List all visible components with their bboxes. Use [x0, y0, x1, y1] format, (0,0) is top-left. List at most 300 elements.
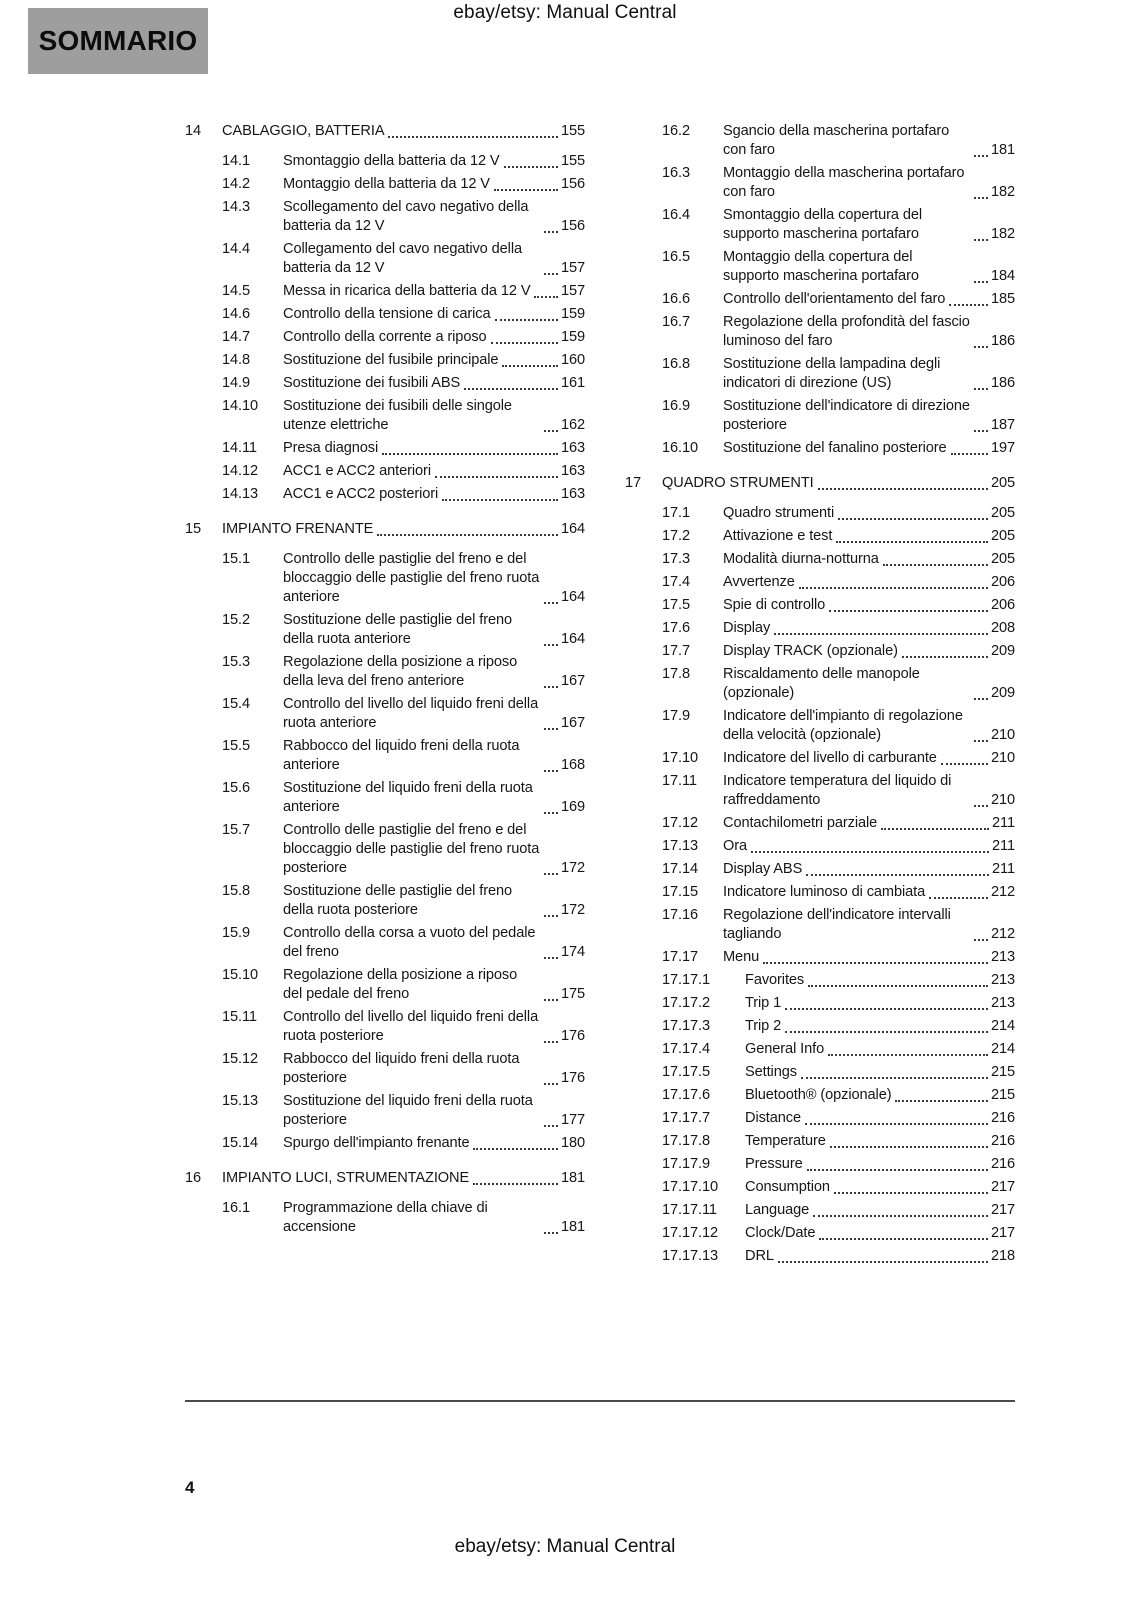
toc-entry-number: 15.6: [222, 780, 251, 796]
toc-entry-title: Controllo della tensione di carica: [283, 306, 491, 322]
toc-entry-page: 211: [992, 861, 1015, 877]
toc-entry-16-2[interactable]: [625, 122, 1015, 160]
toc-entry-body: [745, 994, 1015, 1013]
toc-entry-body: [745, 1247, 1015, 1266]
toc-entry-page: 160: [560, 352, 585, 368]
toc-entry-17-17-9[interactable]: [625, 1155, 1015, 1174]
toc-entry-number: 14: [185, 123, 202, 139]
toc-entry-17-3[interactable]: [625, 550, 1015, 569]
toc-entry-body: [222, 122, 585, 141]
toc-entry-body: [723, 772, 1015, 810]
toc-entry-body: [723, 665, 1015, 703]
toc-entry-15-3[interactable]: [185, 653, 585, 691]
toc-entry-page: 216: [990, 1110, 1015, 1126]
toc-entry-number: 14.12: [222, 463, 259, 479]
dot-leader: [974, 281, 988, 283]
toc-entry-17-11[interactable]: [625, 772, 1015, 810]
toc-entry-body: [283, 1050, 585, 1088]
toc-entry-17-1[interactable]: [625, 504, 1015, 523]
toc-entry-17-17-12[interactable]: [625, 1224, 1015, 1243]
toc-entry-16[interactable]: [185, 1169, 585, 1188]
toc-entry-page: 156: [560, 176, 585, 192]
toc-entry-15-8[interactable]: [185, 882, 585, 920]
toc-entry-page: 186: [990, 333, 1015, 349]
toc-entry-page: 177: [560, 1112, 585, 1128]
toc-entry-page: 172: [560, 860, 585, 876]
dot-leader: [974, 197, 988, 199]
toc-entry-title: Distance: [745, 1110, 801, 1126]
dot-leader: [834, 1192, 988, 1194]
toc-entry-title: Quadro strumenti: [723, 505, 835, 521]
toc-entry-17-17-3[interactable]: [625, 1017, 1015, 1036]
toc-entry-17-6[interactable]: [625, 619, 1015, 638]
dot-leader: [544, 686, 558, 688]
dot-leader: [544, 1083, 558, 1085]
toc-entry-body: [283, 1134, 585, 1153]
toc-entry-body: [723, 248, 1015, 286]
dot-leader: [881, 828, 989, 830]
dot-leader: [544, 602, 558, 604]
toc-entry-17-17-2[interactable]: [625, 994, 1015, 1013]
toc-entry-body: [745, 1017, 1015, 1036]
toc-entry-16-10[interactable]: [625, 439, 1015, 458]
toc-entry-number: 16.7: [662, 314, 691, 330]
dot-leader: [830, 1146, 988, 1148]
toc-entry-page: 211: [992, 815, 1015, 831]
toc-entry-body: [283, 240, 585, 278]
toc-entry-number: 14.10: [222, 398, 259, 414]
toc-entry-title: Sostituzione delle pastiglie del freno della ruota posteriore: [283, 883, 513, 918]
toc-entry-title: Menu: [723, 949, 760, 965]
toc-entry-15-5[interactable]: [185, 737, 585, 775]
dot-leader: [807, 1169, 988, 1171]
toc-entry-number: 17.2: [662, 528, 691, 544]
toc-entry-body: [283, 779, 585, 817]
toc-entry-page: 157: [560, 283, 585, 299]
toc-entry-page: 212: [990, 884, 1015, 900]
toc-entry-title: Trip 2: [745, 1018, 782, 1034]
toc-entry-17-13[interactable]: [625, 837, 1015, 856]
toc-entry-body: [745, 1178, 1015, 1197]
dot-leader: [435, 476, 558, 478]
toc-entry-17-17-11[interactable]: [625, 1201, 1015, 1220]
toc-entry-number: 16.3: [662, 165, 691, 181]
toc-entry-number: 16: [185, 1170, 202, 1186]
dot-leader: [473, 1148, 557, 1150]
toc-entry-page: 161: [560, 375, 585, 391]
toc-entry-body: [745, 1063, 1015, 1082]
dot-leader: [495, 319, 558, 321]
toc-entry-number: 17.10: [662, 750, 699, 766]
toc-entry-15-7[interactable]: [185, 821, 585, 878]
dot-leader: [819, 1238, 988, 1240]
toc-entry-number: 15.12: [222, 1051, 259, 1067]
dot-leader: [544, 999, 558, 1001]
toc-entry-number: 17.13: [662, 838, 699, 854]
toc-entry-14-10[interactable]: [185, 397, 585, 435]
toc-entry-title: Programmazione della chiave di accensione: [283, 1200, 488, 1235]
toc-entry-body: [283, 462, 585, 481]
toc-entry-14-1[interactable]: [185, 152, 585, 171]
toc-entry-number: 14.11: [222, 440, 257, 456]
toc-entry-title: IMPIANTO FRENANTE: [222, 521, 374, 537]
toc-entry-16-9[interactable]: [625, 397, 1015, 435]
toc-entry-body: [723, 837, 1015, 856]
toc-entry-title: Display: [723, 620, 771, 636]
toc-entry-body: [283, 966, 585, 1004]
toc-entry-title: Montaggio della mascherina portafaro con faro: [723, 165, 965, 200]
toc-entry-17-5[interactable]: [625, 596, 1015, 615]
toc-entry-17-17-1[interactable]: [625, 971, 1015, 990]
toc-entry-number: 14.1: [222, 153, 251, 169]
toc-entry-15-4[interactable]: [185, 695, 585, 733]
toc-entry-15-11[interactable]: [185, 1008, 585, 1046]
toc-entry-body: [283, 1199, 585, 1237]
toc-entry-title: Temperature: [745, 1133, 826, 1149]
toc-entry-body: [283, 282, 585, 301]
toc-entry-page: 217: [990, 1179, 1015, 1195]
toc-entry-17-7[interactable]: [625, 642, 1015, 661]
toc-entry-body: [723, 397, 1015, 435]
toc-entry-17-17-13[interactable]: [625, 1247, 1015, 1266]
toc-entry-page: 168: [560, 757, 585, 773]
toc-entry-number: 17.1: [662, 505, 691, 521]
toc-entry-body: [723, 550, 1015, 569]
toc-entry-number: 17.12: [662, 815, 699, 831]
toc-entry-title: Indicatore dell'impianto di regolazione della velocità (opzionale): [723, 708, 963, 743]
toc-entry-number: 14.7: [222, 329, 251, 345]
toc-entry-page: 216: [990, 1156, 1015, 1172]
toc-container: [185, 122, 1015, 1270]
page-label-box: [28, 8, 208, 74]
toc-entry-14-5[interactable]: [185, 282, 585, 301]
toc-entry-17-9[interactable]: [625, 707, 1015, 745]
dot-leader: [801, 1077, 988, 1079]
toc-entry-body: [723, 355, 1015, 393]
toc-entry-page: 159: [560, 329, 585, 345]
toc-entry-17-17-8[interactable]: [625, 1132, 1015, 1151]
toc-entry-16-4[interactable]: [625, 206, 1015, 244]
toc-entry-body: [723, 527, 1015, 546]
toc-entry-14-6[interactable]: [185, 305, 585, 324]
toc-entry-14-7[interactable]: [185, 328, 585, 347]
toc-entry-title: Smontaggio della copertura del supporto mascherina portafaro: [723, 207, 923, 242]
toc-entry-15-9[interactable]: [185, 924, 585, 962]
toc-entry-16-3[interactable]: [625, 164, 1015, 202]
toc-entry-number: 15.2: [222, 612, 251, 628]
toc-column-right: [625, 122, 1015, 1270]
toc-entry-title: IMPIANTO LUCI, STRUMENTAZIONE: [222, 1170, 470, 1186]
toc-entry-15-14[interactable]: [185, 1134, 585, 1153]
toc-entry-14[interactable]: [185, 122, 585, 141]
toc-entry-16-8[interactable]: [625, 355, 1015, 393]
toc-entry-17-12[interactable]: [625, 814, 1015, 833]
toc-entry-page: 213: [990, 972, 1015, 988]
toc-entry-17-17-6[interactable]: [625, 1086, 1015, 1105]
dot-leader: [763, 962, 988, 964]
dot-leader: [929, 897, 988, 899]
dot-leader: [974, 155, 988, 157]
toc-entry-body: [283, 611, 585, 649]
toc-entry-title: Sostituzione dei fusibili delle singole utenze elettriche: [283, 398, 512, 433]
dot-leader: [534, 296, 557, 298]
toc-entry-title: Controllo della corsa a vuoto del pedale del freno: [283, 925, 536, 960]
toc-entry-number: 17.17.4: [662, 1041, 710, 1057]
toc-entry-title: DRL: [745, 1248, 774, 1264]
toc-entry-16-7[interactable]: [625, 313, 1015, 351]
toc-entry-number: 17: [625, 475, 642, 491]
toc-entry-number: 17.17.8: [662, 1133, 710, 1149]
toc-entry-title: Language: [745, 1202, 810, 1218]
toc-entry-title: Avvertenze: [723, 574, 795, 590]
toc-entry-17-4[interactable]: [625, 573, 1015, 592]
toc-entry-page: 214: [990, 1018, 1015, 1034]
toc-entry-title: Sostituzione dei fusibili ABS: [283, 375, 461, 391]
dot-leader: [785, 1008, 988, 1010]
toc-entry-16-1[interactable]: [185, 1199, 585, 1237]
toc-entry-number: 14.13: [222, 486, 259, 502]
dot-leader: [828, 1054, 988, 1056]
dot-leader: [974, 698, 988, 700]
toc-entry-15-1[interactable]: [185, 550, 585, 607]
toc-entry-page: 215: [990, 1087, 1015, 1103]
toc-entry-17-17[interactable]: [625, 948, 1015, 967]
toc-entry-number: 17.4: [662, 574, 691, 590]
toc-entry-body: [283, 653, 585, 691]
dot-leader: [808, 985, 988, 987]
toc-entry-number: 14.6: [222, 306, 251, 322]
toc-entry-number: 17.17.6: [662, 1087, 710, 1103]
toc-entry-number: 17.17.5: [662, 1064, 710, 1080]
toc-entry-number: 16.9: [662, 398, 691, 414]
toc-entry-page: 157: [560, 260, 585, 276]
toc-entry-page: 163: [560, 440, 585, 456]
toc-entry-page: 155: [560, 153, 585, 169]
toc-entry-15-13[interactable]: [185, 1092, 585, 1130]
toc-entry-body: [723, 290, 1015, 309]
toc-entry-body: [723, 948, 1015, 967]
toc-entry-number: 14.4: [222, 241, 251, 257]
toc-entry-body: [283, 1092, 585, 1130]
toc-entry-number: 17.17.11: [662, 1202, 717, 1218]
toc-entry-body: [283, 821, 585, 878]
toc-entry-number: 15.10: [222, 967, 259, 983]
toc-entry-page: 217: [990, 1202, 1015, 1218]
toc-entry-body: [723, 860, 1015, 879]
toc-entry-16-6[interactable]: [625, 290, 1015, 309]
toc-entry-title: Ora: [723, 838, 748, 854]
toc-entry-page: 197: [990, 440, 1015, 456]
dot-leader: [502, 365, 558, 367]
toc-entry-page: 182: [990, 226, 1015, 242]
toc-entry-page: 167: [560, 673, 585, 689]
toc-entry-page: 163: [560, 463, 585, 479]
toc-entry-17[interactable]: [625, 474, 1015, 493]
toc-entry-15-10[interactable]: [185, 966, 585, 1004]
toc-entry-14-9[interactable]: [185, 374, 585, 393]
toc-entry-body: [723, 814, 1015, 833]
dot-leader: [974, 939, 988, 941]
toc-entry-page: 211: [992, 838, 1015, 854]
toc-entry-title: Sostituzione dell'indicatore di direzione posteriore: [723, 398, 970, 433]
toc-entry-number: 17.9: [662, 708, 691, 724]
toc-entry-page: 162: [560, 417, 585, 433]
toc-entry-15-12[interactable]: [185, 1050, 585, 1088]
toc-entry-title: Smontaggio della batteria da 12 V: [283, 153, 500, 169]
toc-entry-page: 169: [560, 799, 585, 815]
toc-entry-title: ACC1 e ACC2 anteriori: [283, 463, 431, 479]
toc-entry-17-2[interactable]: [625, 527, 1015, 546]
toc-entry-17-17-5[interactable]: [625, 1063, 1015, 1082]
dot-leader: [544, 770, 558, 772]
toc-entry-number: 15.5: [222, 738, 251, 754]
dot-leader: [778, 1261, 988, 1263]
toc-entry-number: 14.5: [222, 283, 251, 299]
toc-entry-title: Riscaldamento delle manopole (opzionale): [723, 666, 920, 701]
dot-leader: [464, 388, 558, 390]
toc-entry-page: 184: [990, 268, 1015, 284]
toc-entry-17-17-10[interactable]: [625, 1178, 1015, 1197]
toc-entry-14-8[interactable]: [185, 351, 585, 370]
toc-entry-title: Sostituzione delle pastiglie del freno della ruota anteriore: [283, 612, 513, 647]
toc-entry-page: 174: [560, 944, 585, 960]
dot-leader: [902, 656, 988, 658]
toc-entry-number: 14.3: [222, 199, 251, 215]
toc-entry-body: [723, 206, 1015, 244]
toc-entry-17-14[interactable]: [625, 860, 1015, 879]
toc-entry-title: QUADRO STRUMENTI: [662, 475, 814, 491]
toc-entry-page: 156: [560, 218, 585, 234]
toc-entry-title: Controllo delle pastiglie del freno e del bloccaggio delle pastiglie del freno ruota posteriore: [283, 822, 540, 876]
toc-entry-title: Attivazione e test: [723, 528, 833, 544]
toc-entry-number: 15.3: [222, 654, 251, 670]
toc-entry-page: 180: [560, 1135, 585, 1151]
toc-entry-page: 208: [990, 620, 1015, 636]
dot-leader: [838, 518, 988, 520]
toc-entry-number: 14.8: [222, 352, 251, 368]
toc-entry-number: 16.10: [662, 440, 699, 456]
toc-entry-17-17-7[interactable]: [625, 1109, 1015, 1128]
toc-entry-body: [745, 1224, 1015, 1243]
toc-entry-14-12[interactable]: [185, 462, 585, 481]
toc-entry-15[interactable]: [185, 520, 585, 539]
toc-entry-body: [283, 550, 585, 607]
toc-entry-title: Settings: [745, 1064, 797, 1080]
toc-entry-title: Sostituzione del fusibile principale: [283, 352, 499, 368]
toc-entry-number: 17.17: [662, 949, 699, 965]
toc-entry-page: 159: [560, 306, 585, 322]
dot-leader: [473, 1183, 558, 1185]
toc-entry-body: [745, 1109, 1015, 1128]
dot-leader: [544, 812, 558, 814]
dot-leader: [974, 740, 988, 742]
toc-entry-page: 210: [990, 727, 1015, 743]
toc-entry-body: [222, 1169, 585, 1188]
toc-entry-body: [283, 175, 585, 194]
dot-leader: [799, 587, 988, 589]
dot-leader: [377, 534, 558, 536]
toc-entry-number: 16.1: [222, 1200, 251, 1216]
toc-entry-17-17-4[interactable]: [625, 1040, 1015, 1059]
toc-entry-15-2[interactable]: [185, 611, 585, 649]
toc-entry-number: 17.17.7: [662, 1110, 710, 1126]
toc-entry-17-15[interactable]: [625, 883, 1015, 902]
toc-entry-page: 164: [560, 631, 585, 647]
toc-entry-14-13[interactable]: [185, 485, 585, 504]
toc-entry-number: 17.16: [662, 907, 699, 923]
toc-entry-page: 172: [560, 902, 585, 918]
toc-entry-page: 185: [990, 291, 1015, 307]
dot-leader: [813, 1215, 988, 1217]
dot-leader: [895, 1100, 987, 1102]
toc-entry-body: [283, 882, 585, 920]
toc-entry-14-2[interactable]: [185, 175, 585, 194]
toc-entry-title: ACC1 e ACC2 posteriori: [283, 486, 439, 502]
toc-entry-title: Rabbocco del liquido freni della ruota anteriore: [283, 738, 520, 773]
toc-entry-number: 15.13: [222, 1093, 259, 1109]
dot-leader: [382, 453, 558, 455]
toc-entry-14-3[interactable]: [185, 198, 585, 236]
toc-entry-page: 163: [560, 486, 585, 502]
toc-entry-14-11[interactable]: [185, 439, 585, 458]
toc-entry-body: [283, 351, 585, 370]
footer-title: ebay/etsy: Manual Central: [454, 1536, 676, 1557]
toc-entry-body: [723, 439, 1015, 458]
toc-entry-title: Modalità diurna-notturna: [723, 551, 879, 567]
toc-entry-body: [283, 328, 585, 347]
toc-entry-body: [283, 439, 585, 458]
toc-entry-17-16[interactable]: [625, 906, 1015, 944]
toc-entry-number: 17.17.3: [662, 1018, 710, 1034]
toc-entry-body: [283, 737, 585, 775]
toc-entry-page: 164: [560, 521, 585, 537]
toc-entry-title: Controllo della corrente a riposo: [283, 329, 487, 345]
toc-entry-title: Regolazione della posizione a riposo del pedale del freno: [283, 967, 518, 1002]
toc-entry-title: Controllo del livello del liquido freni della ruota posteriore: [283, 1009, 539, 1044]
toc-entry-17-8[interactable]: [625, 665, 1015, 703]
toc-entry-page: 206: [990, 574, 1015, 590]
toc-entry-16-5[interactable]: [625, 248, 1015, 286]
toc-entry-body: [723, 313, 1015, 351]
toc-entry-15-6[interactable]: [185, 779, 585, 817]
toc-entry-14-4[interactable]: [185, 240, 585, 278]
dot-leader: [818, 488, 988, 490]
footer-divider: [185, 1400, 1015, 1402]
toc-entry-page: 205: [990, 505, 1015, 521]
toc-entry-number: 17.3: [662, 551, 691, 567]
toc-entry-title: Sostituzione della lampadina degli indicatori di direzione (US): [723, 356, 941, 391]
toc-entry-17-10[interactable]: [625, 749, 1015, 768]
toc-entry-page: 209: [990, 643, 1015, 659]
toc-entry-title: Regolazione dell'indicatore intervalli tagliando: [723, 907, 951, 942]
toc-entry-body: [723, 164, 1015, 202]
toc-entry-body: [723, 749, 1015, 768]
dot-leader: [883, 564, 988, 566]
dot-leader: [491, 342, 558, 344]
toc-entry-title: Montaggio della copertura del supporto mascherina portafaro: [723, 249, 919, 284]
dot-leader: [806, 874, 989, 876]
toc-entry-page: 205: [990, 551, 1015, 567]
page-number: 4: [185, 1478, 195, 1497]
toc-entry-number: 17.11: [662, 773, 697, 789]
toc-entry-body: [745, 1201, 1015, 1220]
toc-entry-number: 16.8: [662, 356, 691, 372]
toc-entry-title: Controllo dell'orientamento del faro: [723, 291, 946, 307]
header-title: ebay/etsy: Manual Central: [453, 2, 677, 23]
dot-leader: [442, 499, 558, 501]
dot-leader: [974, 805, 988, 807]
dot-leader: [544, 915, 558, 917]
